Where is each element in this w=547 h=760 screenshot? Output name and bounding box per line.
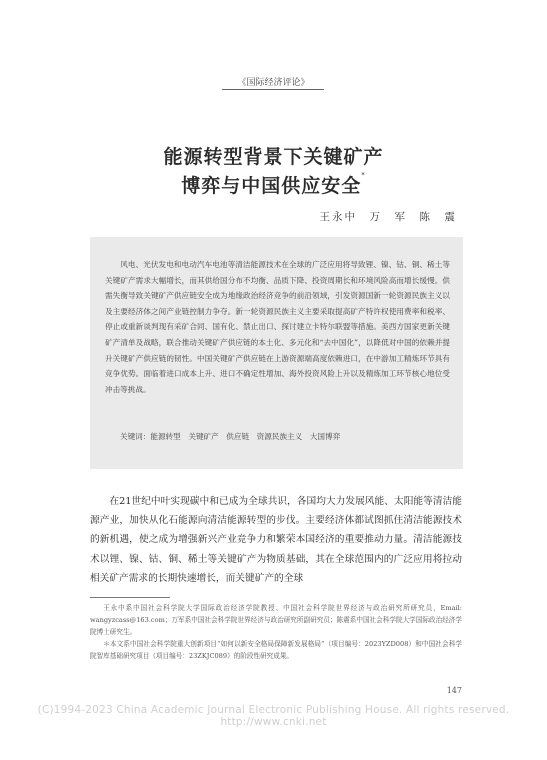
cnki-watermark: (C)1994-2023 China Academic Journal Electronic Publishing House. All rights reserved. http://www.cnki.net (37, 704, 510, 728)
footnote-rule (90, 597, 170, 598)
authors: 王永中 万 军 陈 震 (319, 211, 457, 223)
title-footnote-mark: * (361, 171, 366, 179)
footnote-authors: 王永中系中国社会科学院大学国际政治经济学院教授、中国社会科学院世界经济与政治研究所研究员，Email: wangyzcass@163.com；万军系中国社会科学院世界经济与政治研究所副研究员；陈震系中国社会科学院大学国际政治经济学院博士研究生。 (90, 604, 462, 637)
footnote-funding: ＊本文系中国社会科学院重大创新项目“如何以新安全格局保障新发展格局”（项目编号：2023YZD008）和中国社会科学院智库基础研究项目（项目编号：23ZKJC089）的阶段性研究成果。 (90, 640, 462, 661)
keywords: 关键词：能源转型 关键矿产 供应链 资源民族主义 大国博弈 (120, 432, 341, 441)
article-title-line1: 能源转型背景下关键矿产 (163, 146, 384, 168)
article-title-line2 (0, 171, 547, 198)
body-paragraph: 在21世纪中叶实现碳中和已成为全球共识，各国均大力发展风能、太阳能等清洁能源产业，加快从化石能源向清洁能源转型的步伐。主要经济体都试图抓住清洁能源技术的新机遇，使之成为增强新兴产业竞争力和繁荣本国经济的重要推动力量。清洁能源技术以锂、镍、钴、铜、稀土等关键矿产为物质基础，其在全球范围内的广泛应用将拉动相关矿产需求的长期快速增长，而关键矿产的全球 (90, 496, 462, 584)
article-title-line2-text: 博弈与中国供应安全 (181, 175, 362, 197)
abstract-text: 风电、光伏发电和电动汽车电池等清洁能源技术在全球的广泛应用将导致锂、镍、钴、铜、稀土等关键矿产需求大幅增长，而其供给国分布不均衡、品质下降、投资周期长和环境风险高而增长缓慢。供需失衡导致关键矿产供应链安全成为地缘政治经济竞争的前沿领域，引发资源国新一轮资源民族主义以及主要经济体之间产业链控制力争夺。新一轮资源民族主义主要采取提高矿产特许权使用费率和税率、停止或重新谈判现有采矿合同、国有化、禁止出口、探讨建立卡特尔联盟等措施。美西方国家更新关键矿产清单及战略，联合推动关键矿产供应链的本土化、多元化和“去中国化”，以降低对中国的依赖并提升关键矿产供应链的韧性。中国关键矿产供应链在上游资源端高度依赖进口，在中游加工精炼环节具有竞争优势。面临着进口成本上升、进口不确定性增加、海外投资风险上升以及精炼加工环节核心地位受冲击等挑战。 (105, 260, 450, 394)
page-number: 147 (446, 686, 462, 695)
journal-name: 《国际经济评论》 (237, 78, 310, 88)
journal-rule (222, 89, 324, 90)
